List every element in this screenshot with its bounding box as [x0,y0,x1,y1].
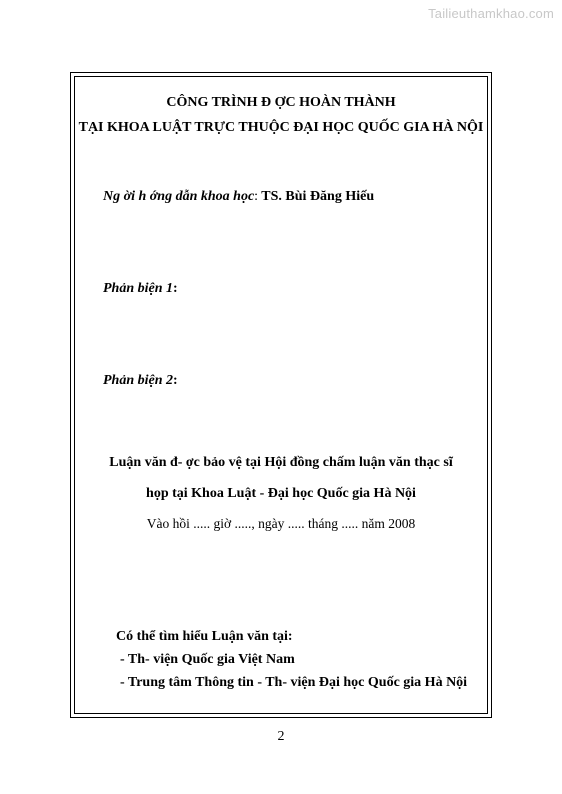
defense-time: Vào hồi ..... giờ ....., ngày ..... tháng ..... năm 2008 [146,516,416,531]
page-frame-inner [74,76,488,714]
defense-line2: họp tại Khoa Luật - Đại học Quốc gia Hà Nội [146,486,416,501]
reviewer2-label: Phản biện 2 [103,373,174,388]
header-title-line1: CÔNG TRÌNH Đ ỢC HOÀN THÀNH [166,95,396,110]
defense-line1: Luận văn đ- ợc bảo vệ tại Hội đồng chấm luận văn thạc sĩ [109,455,453,470]
reviewer2-line [103,373,178,389]
advisor-name: TS. Bùi Đăng Hiếu [258,189,375,204]
reviewer2-separator: : [173,373,178,388]
reviewer1-line [103,281,178,297]
watermark-text: Tailieuthamkhao.com [428,6,554,21]
header-title-line2: TẠI KHOA LUẬT TRỰC THUỘC ĐẠI HỌC QUỐC GIA HÀ NỘI [78,120,484,135]
reviewer1-label: Phản biện 1 [103,281,174,296]
advisor-line [103,189,374,205]
library-heading: Có thể tìm hiểu Luận văn tại: [116,629,293,644]
advisor-label: Ng ời h ớng dẫn khoa học [103,189,255,204]
page-number: 2 [277,729,285,744]
library-item-national: - Th- viện Quốc gia Việt Nam [120,652,295,667]
reviewer1-separator: : [173,281,178,296]
advisor-separator: : [254,189,259,204]
library-item-vnu: - Trung tâm Thông tin - Th- viện Đại học Quốc gia Hà Nội [120,675,468,690]
